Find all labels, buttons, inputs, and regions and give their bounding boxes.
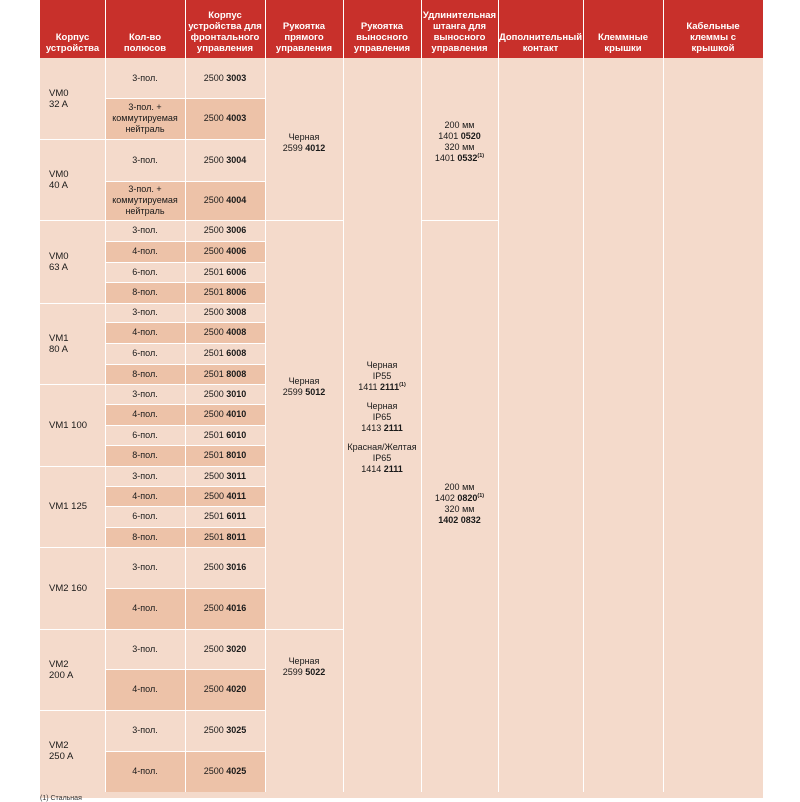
handle-code (265, 387, 343, 398)
code-number: 3011 (226, 470, 247, 481)
housing-code-cell (185, 588, 265, 629)
direct-handle (265, 132, 343, 154)
device-divider (40, 139, 105, 140)
column-header-label: Кабельные клеммы с крышкой (686, 21, 740, 54)
poles-cell: 8-пол. (105, 364, 185, 384)
device-label: VM2 160 (49, 582, 88, 594)
code-number: 4003 (226, 113, 247, 123)
device-divider (40, 629, 105, 630)
housing-code (204, 725, 247, 736)
code-prefix: 2500 (203, 246, 227, 256)
ip-rating: IP55 (372, 371, 392, 381)
column-header-label: Дополнительный контакт (498, 32, 583, 54)
housing-code-cell (185, 364, 265, 384)
code-number: 4012 (305, 143, 326, 153)
housing-code (204, 389, 247, 400)
code-prefix: 2500 (203, 490, 227, 501)
code-prefix: 2500 (203, 470, 227, 481)
housing-code-cell (185, 181, 265, 220)
code-prefix: 2599 (282, 387, 306, 397)
handle-code (265, 143, 343, 154)
shaft-length: 320 мм (444, 504, 475, 514)
shaft-length: 200 мм (444, 120, 475, 130)
shaft-code (421, 131, 498, 142)
poles-cell: 3-пол. (105, 58, 185, 98)
housing-code (204, 73, 247, 84)
poles-cell: 3-пол. (105, 139, 185, 181)
housing-code-cell (185, 343, 265, 364)
handle-code (343, 423, 421, 434)
poles-cell: 3-пол. (105, 220, 185, 241)
column-header-label: Клеммные крышки (597, 32, 649, 54)
device-label: VM0 63 A (49, 250, 69, 273)
code-prefix: 2501 (203, 450, 227, 460)
direct-handle (265, 656, 343, 678)
column-header (40, 0, 105, 58)
housing-code-cell (185, 669, 265, 710)
code-number: 4006 (226, 246, 247, 256)
housing-code-cell (185, 527, 265, 547)
housing-code (204, 155, 247, 166)
header-divider (105, 0, 106, 58)
code-number: 4016 (226, 603, 247, 613)
column-header (105, 0, 185, 58)
housing-code-cell (185, 220, 265, 241)
code-number: 1402 0832 (438, 515, 481, 525)
code-prefix: 2500 (203, 388, 227, 399)
housing-code (204, 246, 247, 257)
housing-code-cell (185, 322, 265, 343)
header-divider (583, 0, 584, 58)
code-number: 3025 (226, 725, 247, 735)
direct-handle (265, 376, 343, 398)
housing-code (204, 430, 247, 441)
code-prefix: 2501 (203, 368, 227, 379)
poles-cell: 8-пол. (105, 282, 185, 303)
poles-cell: 3-пол. (105, 466, 185, 486)
group-divider (265, 220, 343, 221)
code-number: 4025 (226, 766, 247, 776)
code-prefix: 1402 (434, 493, 458, 503)
header-divider (421, 0, 422, 58)
remote-handle (343, 360, 421, 475)
code-prefix: 2500 (203, 72, 227, 83)
housing-code (204, 644, 247, 655)
housing-code (204, 348, 247, 359)
code-number: 3020 (226, 643, 247, 654)
device-divider (40, 303, 105, 304)
housing-code (204, 603, 247, 614)
code-prefix: 2500 (203, 766, 227, 776)
code-prefix: 2501 (203, 287, 227, 297)
poles-cell: 6-пол. (105, 506, 185, 527)
device-divider (40, 220, 105, 221)
housing-code (204, 287, 247, 298)
housing-code (204, 267, 247, 278)
code-prefix: 2500 (203, 409, 227, 419)
code-number: 8008 (226, 368, 247, 379)
housing-code-cell (185, 384, 265, 404)
device-divider (40, 710, 105, 711)
code-prefix: 2501 (203, 429, 227, 440)
housing-code-cell (185, 241, 265, 262)
spacer (343, 434, 421, 442)
code-number: 0532 (457, 153, 478, 163)
code-number: 6008 (226, 348, 247, 358)
code-number: 2111 (383, 464, 403, 474)
column-header-label: Корпус устройства (45, 32, 100, 54)
poles-cell: 6-пол. (105, 262, 185, 282)
code-number: 4020 (226, 684, 247, 694)
code-prefix: 2501 (203, 511, 227, 521)
housing-code-cell (185, 751, 265, 792)
column-header-label: Рукоятка прямого управления (275, 21, 333, 54)
housing-code-cell (185, 282, 265, 303)
code-prefix: 2500 (203, 307, 227, 317)
housing-code-cell (185, 445, 265, 466)
shaft-length: 320 мм (444, 142, 475, 152)
code-prefix: 2500 (203, 327, 227, 337)
column-header (583, 0, 663, 58)
housing-code-cell (185, 98, 265, 139)
device-divider (40, 547, 105, 548)
housing-code (204, 491, 246, 502)
code-prefix: 1413 (361, 423, 384, 433)
poles-cell: 3-пол. + коммутируемая нейтраль (105, 98, 185, 139)
code-prefix: 1411 (358, 382, 381, 392)
code-prefix: 2500 (203, 562, 227, 572)
group-divider (421, 220, 498, 221)
header-divider (265, 0, 266, 58)
handle-color: Красная/Желтая (347, 442, 417, 452)
housing-code (204, 113, 247, 124)
handle-code (343, 382, 421, 393)
code-prefix: 2501 (203, 266, 227, 277)
column-header (185, 0, 265, 58)
housing-code (204, 195, 247, 206)
poles-cell: 8-пол. (105, 445, 185, 466)
header-divider (663, 0, 664, 58)
code-number: 8006 (226, 287, 247, 297)
handle-color: Черная (288, 132, 320, 142)
poles-cell: 3-пол. (105, 710, 185, 751)
housing-code (204, 450, 247, 461)
code-number: 0520 (460, 131, 481, 141)
footnote: (1) Стальная (40, 795, 82, 802)
code-prefix: 2500 (203, 113, 227, 123)
housing-code-cell (185, 506, 265, 527)
code-number: 6011 (226, 511, 247, 521)
code-prefix: 1401 (434, 153, 458, 163)
housing-code (204, 532, 246, 543)
housing-code (204, 684, 247, 695)
housing-code-cell (185, 139, 265, 181)
code-number: 6010 (226, 429, 247, 440)
column-divider (185, 58, 186, 792)
housing-code-cell (185, 404, 265, 425)
column-divider (105, 58, 106, 792)
poles-cell: 3-пол. (105, 547, 185, 588)
code-prefix: 1414 (361, 464, 384, 474)
device-label: VM1 125 (49, 501, 88, 512)
code-number: 6006 (226, 266, 247, 277)
poles-cell: 3-пол. (105, 629, 185, 669)
code-number: 3010 (226, 388, 247, 399)
code-number: 0820 (457, 493, 478, 503)
housing-code (204, 766, 247, 777)
code-prefix: 2500 (203, 643, 227, 654)
code-number: 8011 (226, 531, 247, 542)
handle-color: Черная (366, 401, 398, 411)
code-number: 3006 (226, 225, 247, 235)
column-header (421, 0, 498, 58)
header-divider (343, 0, 344, 58)
device-divider (40, 466, 105, 467)
device-label: VM0 32 A (49, 87, 69, 110)
code-number: 4004 (226, 195, 247, 205)
handle-color: Черная (288, 656, 320, 666)
column-divider (583, 58, 584, 792)
code-prefix: 2501 (203, 348, 227, 358)
housing-code (204, 307, 247, 318)
poles-cell: 4-пол. (105, 588, 185, 629)
ip-rating: IP65 (372, 412, 392, 422)
housing-code (204, 511, 246, 522)
code-prefix: 2500 (203, 725, 227, 735)
housing-code (204, 409, 247, 420)
housing-code-cell (185, 466, 265, 486)
column-header (265, 0, 343, 58)
housing-code-cell (185, 710, 265, 751)
header-divider (498, 0, 499, 58)
handle-code (343, 464, 421, 475)
shaft-code (421, 493, 498, 504)
code-prefix: 2599 (282, 667, 306, 677)
poles-cell: 4-пол. (105, 486, 185, 506)
poles-cell: 4-пол. (105, 241, 185, 262)
code-number: 4011 (226, 490, 247, 501)
code-prefix: 2501 (203, 531, 227, 542)
column-header (343, 0, 421, 58)
housing-code (204, 225, 247, 236)
code-number: 3008 (226, 307, 247, 317)
poles-cell: 3-пол. (105, 303, 185, 322)
code-prefix: 2500 (203, 684, 227, 694)
housing-code-cell (185, 262, 265, 282)
code-number: 2111 (380, 382, 400, 392)
code-number: 3004 (226, 154, 247, 165)
code-number: 4010 (226, 409, 247, 419)
poles-cell: 3-пол. (105, 384, 185, 404)
ip-rating: IP65 (372, 453, 392, 463)
column-header (663, 0, 763, 58)
housing-code (204, 562, 247, 573)
header-divider (185, 0, 186, 58)
handle-color: Черная (366, 360, 398, 370)
housing-code-cell (185, 425, 265, 445)
extension-shaft (421, 482, 498, 526)
poles-cell: 8-пол. (105, 527, 185, 547)
housing-code-cell (185, 486, 265, 506)
column-divider (421, 58, 422, 792)
code-prefix: 2500 (203, 154, 227, 165)
spacer (343, 393, 421, 401)
housing-code-cell (185, 629, 265, 669)
poles-cell: 3-пол. + коммутируемая нейтраль (105, 181, 185, 220)
poles-cell: 6-пол. (105, 425, 185, 445)
housing-code (204, 471, 246, 482)
code-number: 3003 (226, 72, 247, 83)
shaft-length: 200 мм (444, 482, 475, 492)
column-header (498, 0, 583, 58)
poles-cell: 6-пол. (105, 343, 185, 364)
column-divider (265, 58, 266, 792)
device-label: VM0 40 A (49, 168, 69, 191)
column-divider (663, 58, 664, 792)
code-number: 8010 (226, 450, 247, 460)
housing-code (204, 327, 247, 338)
device-label: VM2 200 A (49, 658, 74, 681)
housing-code-cell (185, 58, 265, 98)
code-number: 5022 (305, 667, 326, 677)
footnote-ref: (1) (399, 382, 406, 388)
handle-code (265, 667, 343, 678)
code-prefix: 2599 (282, 143, 306, 153)
column-header-label: Кол-во полюсов (123, 32, 167, 54)
column-header-label: Корпус устройства для фронтального управления (188, 10, 262, 54)
poles-cell: 4-пол. (105, 404, 185, 425)
column-divider (498, 58, 499, 792)
housing-code (204, 369, 247, 380)
extension-shaft (421, 120, 498, 164)
shaft-code (421, 153, 498, 164)
handle-color: Черная (288, 376, 320, 386)
code-number: 4008 (226, 327, 247, 337)
column-header-label: Рукоятка выносного управления (353, 21, 411, 54)
poles-cell: 4-пол. (105, 322, 185, 343)
device-label: VM1 80 A (49, 332, 69, 355)
column-header-label: Удлинительная штанга для выносного управления (422, 10, 497, 54)
group-divider (265, 629, 343, 630)
footnote-ref: (1) (477, 153, 485, 159)
code-number: 3016 (226, 562, 247, 572)
footnote-ref: (1) (477, 493, 485, 499)
code-prefix: 2500 (203, 603, 227, 613)
housing-code-cell (185, 547, 265, 588)
poles-cell: 4-пол. (105, 669, 185, 710)
device-label: VM1 100 (49, 419, 88, 431)
device-divider (40, 384, 105, 385)
code-prefix: 2500 (203, 195, 227, 205)
housing-code-cell (185, 303, 265, 322)
code-prefix: 1401 (438, 131, 461, 141)
poles-cell: 4-пол. (105, 751, 185, 792)
code-number: 2111 (383, 423, 403, 433)
code-number: 5012 (305, 387, 326, 397)
code-prefix: 2500 (203, 225, 227, 235)
shaft-code (421, 515, 498, 526)
device-label: VM2 250 A (49, 740, 74, 762)
